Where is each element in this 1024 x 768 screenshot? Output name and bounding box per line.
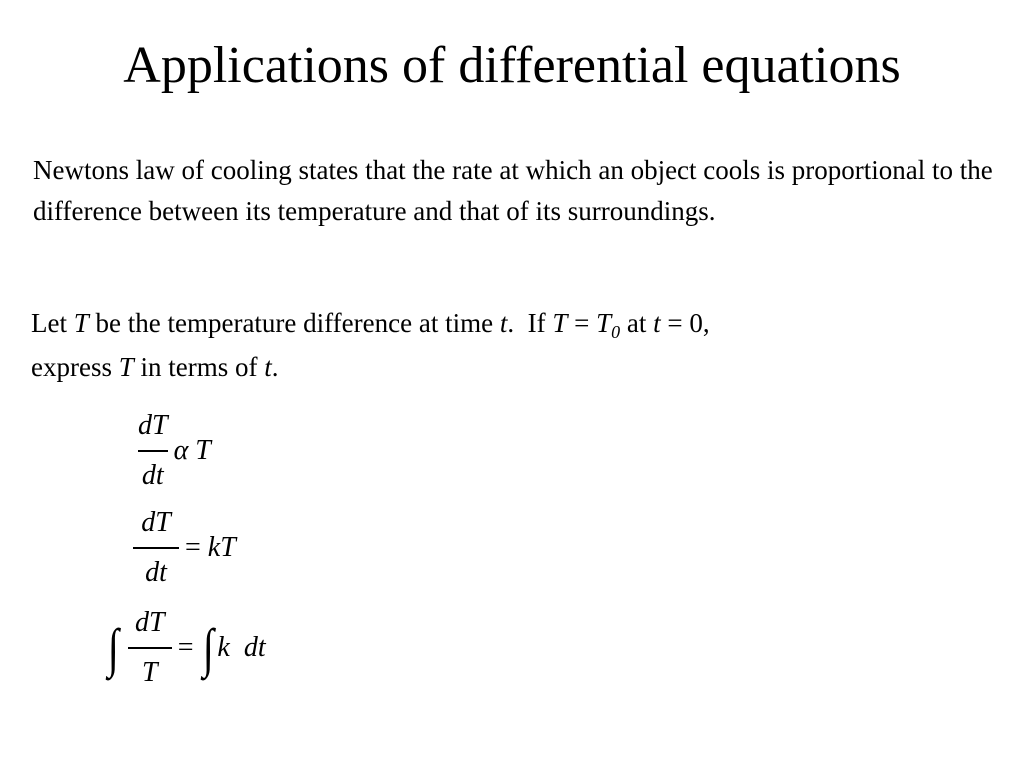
proportional-symbol: α	[173, 435, 189, 466]
denominator: T	[142, 657, 158, 688]
denominator: dt	[145, 557, 167, 588]
fraction-dT-dt	[138, 408, 168, 494]
equals-sign: =	[177, 632, 194, 663]
var-t: t	[499, 308, 508, 338]
numerator: dT	[141, 507, 171, 538]
var-T-zero: T	[596, 308, 612, 338]
equals-sign: =	[185, 532, 201, 563]
cooling-law-paragraph: Newtons law of cooling states that the rate at which an object cools is proportional to the difference between its temperature and that of its surroundings.	[33, 155, 993, 226]
denominator: dt	[141, 460, 164, 491]
text-mid2: . If	[507, 308, 553, 338]
equation-proportional	[138, 408, 211, 494]
rhs-k: k	[217, 632, 230, 663]
rhs-dt: dt	[243, 632, 266, 663]
fraction-dT-dt	[133, 505, 179, 591]
text-express: express	[31, 352, 119, 382]
slide-title: Applications of differential equations	[123, 37, 901, 94]
equation-rhs	[185, 532, 236, 564]
rhs-T: T	[195, 435, 211, 466]
equation-rhs	[178, 632, 194, 664]
fraction-dT-T	[128, 605, 172, 691]
problem-statement	[31, 303, 971, 388]
var-T: T	[552, 308, 568, 338]
text-equals-zero: = 0,	[660, 308, 710, 338]
numerator: dT	[135, 607, 165, 638]
var-t: t	[653, 308, 661, 338]
text-in-terms-of: in terms of	[133, 352, 265, 382]
numerator: dT	[138, 410, 168, 441]
integrand	[217, 632, 265, 664]
fraction-bar	[133, 547, 179, 549]
fraction-bar	[128, 647, 172, 649]
rhs-kT: kT	[207, 532, 236, 563]
equation-kt	[133, 505, 236, 591]
text-period: .	[271, 352, 279, 382]
equation-integral	[106, 605, 266, 691]
text-equals: =	[567, 308, 597, 338]
text-mid1: be the temperature difference at time	[88, 308, 500, 338]
var-T: T	[73, 308, 89, 338]
integral-sign: ∫	[107, 618, 119, 678]
integral-sign: ∫	[202, 618, 214, 678]
text-at: at	[620, 308, 654, 338]
fraction-bar	[138, 450, 168, 452]
equation-rhs	[174, 435, 211, 467]
subscript-zero: 0	[611, 322, 621, 342]
var-t: t	[264, 352, 272, 382]
text-let: Let	[31, 308, 74, 338]
var-T: T	[118, 352, 134, 382]
